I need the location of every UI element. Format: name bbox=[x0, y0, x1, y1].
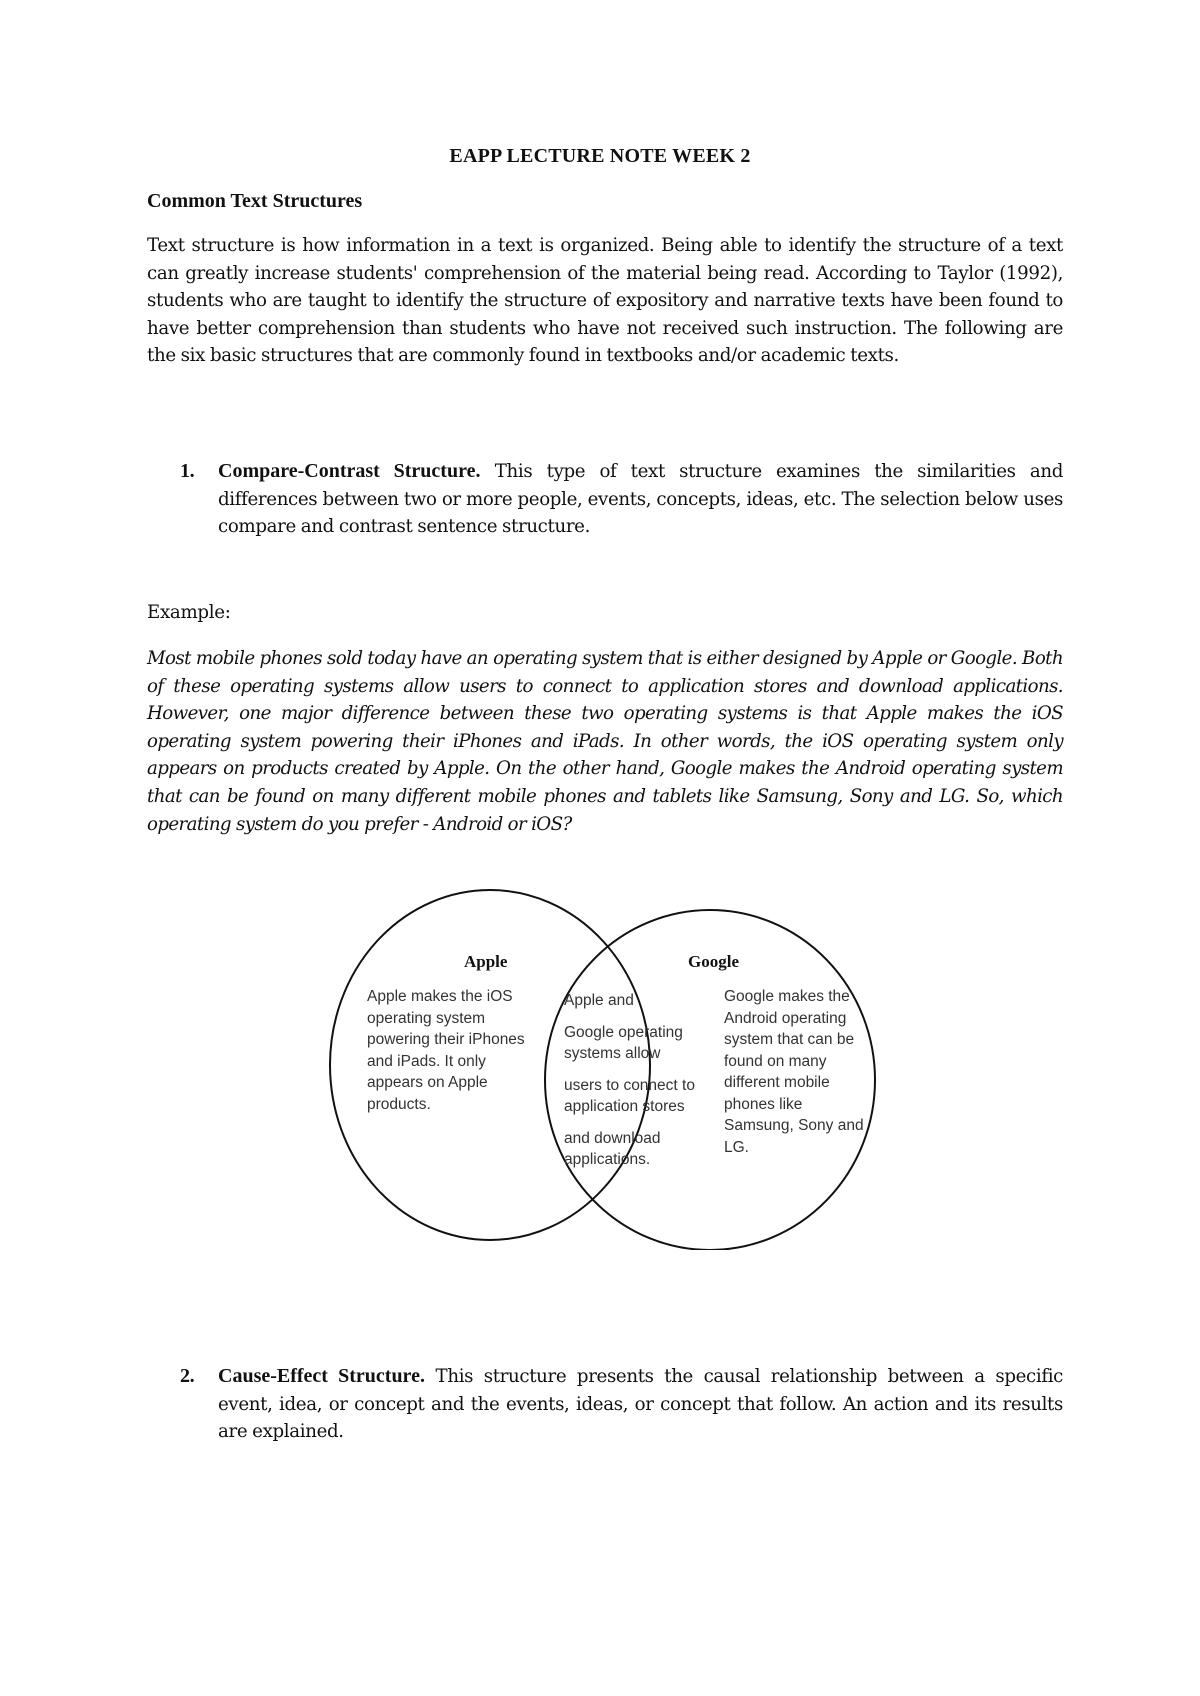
venn-apple-line: and iPads. It only bbox=[367, 1052, 486, 1070]
venn-overlap-group: Google operating systems allow bbox=[564, 1023, 683, 1062]
list-item-text: This type of text structure examines the similarities and differences between two or more people, events, concepts, ideas, etc. The selection below uses compare and contrast sentence structure. bbox=[218, 461, 1063, 538]
list-item-text: This structure presents the causal relationship between a specific event, idea, or concept and the events, ideas, or concept that follow. An action and its results are explained. bbox=[218, 1366, 1064, 1443]
venn-google-line: Android operating bbox=[724, 1009, 847, 1027]
venn-apple-line: appears on Apple bbox=[367, 1074, 488, 1091]
list-number: 2. bbox=[180, 1365, 195, 1387]
intro-paragraph: Text structure is how information in a text is organized. Being able to identify the structure of a text can greatly increase students' comprehension of the material being read. According to Taylor (1992), students who are taught to identify the structure of expository and narrative texts have been found to have better comprehension than students who have not received such instruction. The following are the six basic structures that are commonly found in textbooks and/or academic texts. bbox=[147, 235, 1063, 367]
list-item-lead: Compare-Contrast Structure. bbox=[218, 460, 481, 482]
venn-google-line: Samsung, Sony and bbox=[724, 1117, 864, 1134]
venn-overlap-group: users to connect to application stores bbox=[564, 1076, 695, 1115]
list-item-lead: Cause-Effect Structure. bbox=[218, 1365, 425, 1387]
page-title: EAPP LECTURE NOTE WEEK 2 bbox=[449, 145, 751, 167]
venn-overlap-group: Apple and bbox=[564, 992, 634, 1009]
venn-apple-line: Apple makes the iOS bbox=[367, 988, 513, 1005]
venn-google-line: phones like bbox=[724, 1095, 803, 1113]
venn-google-line: different mobile bbox=[724, 1074, 830, 1091]
venn-label-apple: Apple bbox=[464, 952, 508, 971]
example-paragraph: Most mobile phones sold today have an operating system that is either designed by Apple or Google. Both of these operating systems allow users to connect to application stores and download applications. However, one major difference between these two operating systems is that Apple makes the iOS operating system powering their iPhones and iPads. In other words, the iOS operating system only appears on products created by Apple. On the other hand, Google makes the Android operating system that can be found on many different mobile phones and tablets like Samsung, Sony and LG. So, which operating system do you prefer - Android or iOS? bbox=[147, 648, 1063, 835]
venn-google-line: system that can be bbox=[724, 1031, 855, 1048]
venn-google-line: LG. bbox=[724, 1138, 749, 1156]
example-label: Example: bbox=[147, 602, 231, 623]
venn-diagram bbox=[320, 880, 920, 1250]
list-item-compare-contrast bbox=[180, 458, 1063, 541]
venn-google-text bbox=[724, 986, 864, 1158]
list-item-cause-effect bbox=[180, 1363, 1063, 1446]
venn-apple-text bbox=[367, 986, 525, 1115]
venn-google-line: found on many bbox=[724, 1052, 827, 1070]
venn-overlap-group: and download applications. bbox=[564, 1129, 661, 1168]
list-number: 1. bbox=[180, 460, 195, 482]
venn-apple-line: powering their iPhones bbox=[367, 1031, 525, 1048]
venn-apple-line: products. bbox=[367, 1095, 431, 1113]
venn-label-google: Google bbox=[688, 952, 739, 971]
section-heading: Common Text Structures bbox=[147, 190, 363, 212]
venn-overlap-text bbox=[564, 990, 695, 1181]
venn-apple-line: operating system bbox=[367, 1009, 486, 1027]
venn-google-line: Google makes the bbox=[724, 988, 850, 1005]
